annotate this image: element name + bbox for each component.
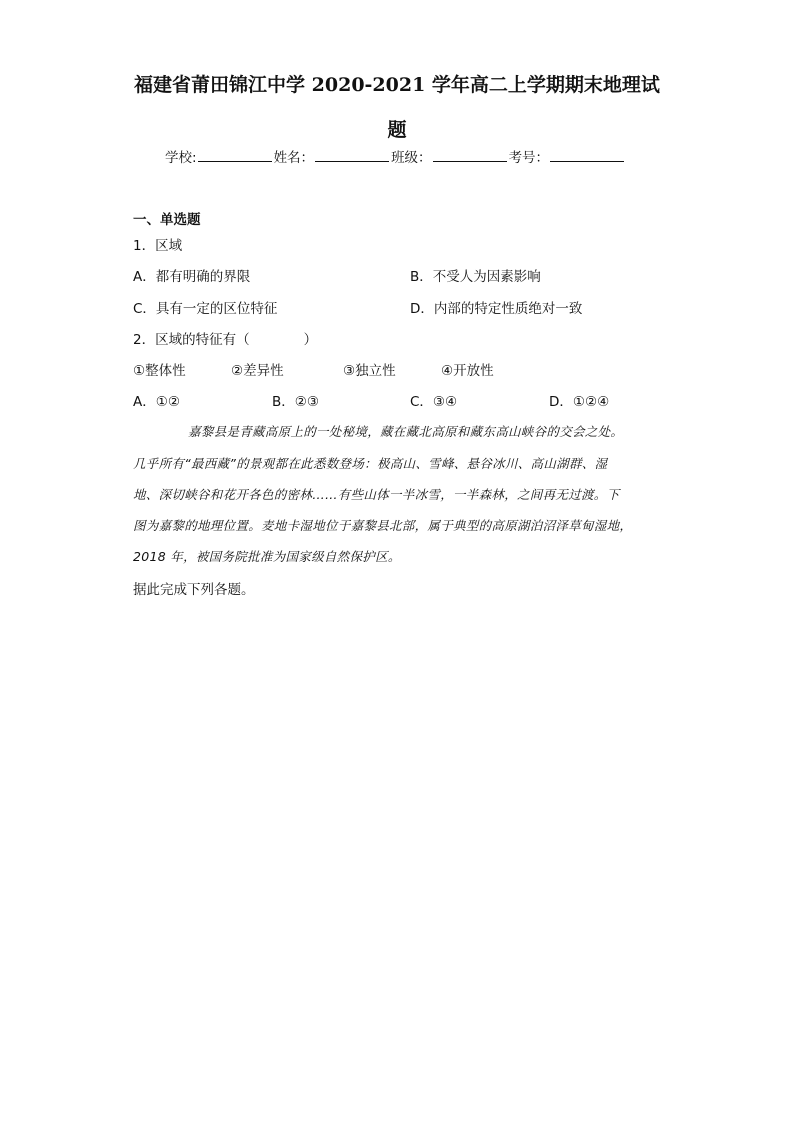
question-1-option-b[interactable]: B．不受人为因素影响	[410, 269, 541, 285]
passage-instruction: 据此完成下列各题。	[133, 582, 255, 598]
question-2-stem: 2．区域的特征有（ ）	[133, 332, 318, 348]
exam-title-line2: 题	[387, 119, 407, 141]
question-2-option-a[interactable]: A．①②	[133, 394, 180, 410]
student-info-row	[165, 146, 626, 166]
passage-line: 图为嘉黎的地理位置。麦地卡湿地位于嘉黎县北部，属于典型的高原湖泊沼泽草甸湿地，	[133, 518, 633, 533]
school-label: 学校:	[165, 150, 197, 166]
exam-number-label: 考号：	[508, 150, 550, 166]
passage-line: 几乎所有“最西藏”的景观都在此悉数登场：极高山、雪峰、悬谷冰川、高山湖群、湿	[133, 456, 608, 471]
question-2-option-c[interactable]: C．③④	[410, 394, 458, 410]
passage-line: 嘉黎县是青藏高原上的一处秘境，藏在藏北高原和藏东高山峡谷的交会之处。	[188, 424, 624, 439]
passage-line: 地、深切峡谷和花开各色的密林……有些山体一半冰雪，一半森林，之间再无过渡。下	[133, 487, 620, 502]
name-blank[interactable]	[315, 148, 389, 162]
class-label: 班级：	[391, 150, 432, 166]
question-2-feature-1: ①整体性	[133, 363, 186, 379]
question-2-feature-4: ④开放性	[441, 363, 494, 379]
question-2-feature-2: ②差异性	[231, 363, 284, 379]
class-blank[interactable]	[433, 148, 507, 162]
name-label: 姓名：	[273, 150, 315, 166]
exam-title-line1: 福建省莆田锦江中学 2020-2021 学年高二上学期期末地理试	[134, 74, 660, 96]
passage-line: 2018 年，被国务院批准为国家级自然保护区。	[133, 549, 401, 564]
question-2-feature-3: ③独立性	[343, 363, 396, 379]
question-1-option-a[interactable]: A．都有明确的界限	[133, 269, 251, 285]
question-1-stem: 1．区域	[133, 238, 183, 254]
exam-number-blank[interactable]	[550, 148, 624, 162]
question-1-option-c[interactable]: C．具有一定的区位特征	[133, 301, 278, 317]
section-heading: 一、单选题	[133, 212, 201, 228]
school-blank[interactable]	[198, 148, 272, 162]
question-2-option-d[interactable]: D．①②④	[549, 394, 610, 410]
question-2-option-b[interactable]: B．②③	[272, 394, 319, 410]
question-1-option-d[interactable]: D．内部的特定性质绝对一致	[410, 301, 583, 317]
